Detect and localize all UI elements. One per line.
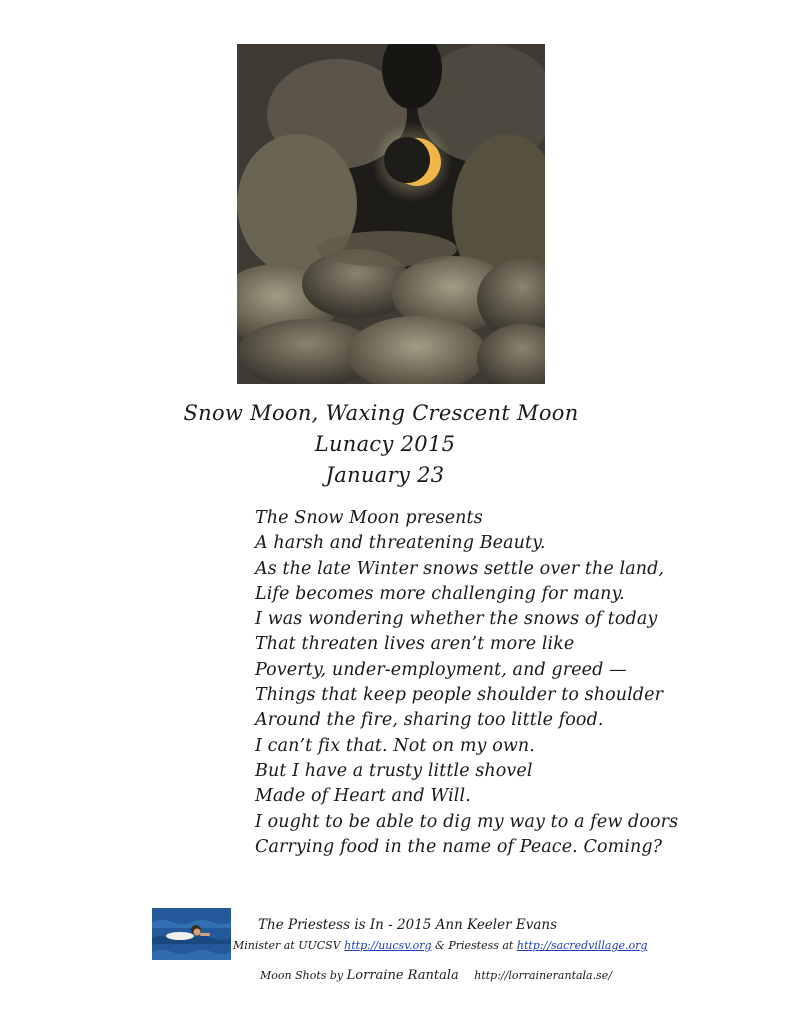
poem-line: Things that keep people shoulder to shoulder bbox=[255, 685, 664, 706]
crescent-moon-photo bbox=[237, 44, 545, 384]
poem-line: Carrying food in the name of Peace. Coming? bbox=[255, 836, 663, 857]
poem-body bbox=[255, 506, 775, 860]
poem-line: But I have a trusty little shovel bbox=[255, 760, 533, 781]
footer-heading: The Priestess is In - 2015 Ann Keeler Evans bbox=[258, 917, 558, 933]
poem-line: The Snow Moon presents bbox=[255, 508, 483, 528]
poem-line: Around the fire, sharing too little food. bbox=[255, 710, 604, 731]
swimmer-photo bbox=[152, 908, 231, 960]
title-line-2: Lunacy 2015 bbox=[314, 432, 456, 456]
minister-text: Minister at UUCSV bbox=[233, 939, 341, 952]
sacredvillage-link[interactable]: http://sacredvillage.org bbox=[516, 939, 648, 952]
poem-line: I ought to be able to dig my way to a few doors bbox=[255, 811, 679, 832]
credit-prefix: Moon Shots by bbox=[260, 969, 344, 982]
poem-line: Poverty, under-employment, and greed — bbox=[255, 659, 627, 680]
poem-line: Made of Heart and Will. bbox=[255, 786, 471, 807]
crescent-moon-clouds-image bbox=[237, 44, 545, 384]
person-swimming-image bbox=[152, 908, 231, 960]
poem-line: As the late Winter snows settle over the land, bbox=[255, 558, 665, 579]
poem-line: I was wondering whether the snows of today bbox=[255, 609, 658, 630]
poem-line: I can’t fix that. Not on my own. bbox=[255, 735, 535, 756]
title-line-1: Snow Moon, Waxing Crescent Moon bbox=[183, 401, 579, 425]
poem-line: Life becomes more challenging for many. bbox=[255, 583, 625, 604]
poem-title bbox=[160, 398, 620, 491]
credit-name: Lorraine Rantala bbox=[346, 968, 459, 983]
poem-line: That threaten lives aren’t more like bbox=[255, 634, 575, 655]
poem-line: A harsh and threatening Beauty. bbox=[255, 533, 546, 554]
uucsv-link[interactable]: http://uucsv.org bbox=[344, 939, 432, 952]
priestess-text: & Priestess at bbox=[435, 939, 514, 952]
photo-credit bbox=[260, 968, 612, 983]
footer-affiliations bbox=[233, 939, 647, 952]
credit-url: http://lorrainerantala.se/ bbox=[474, 969, 612, 982]
title-line-3: January 23 bbox=[325, 463, 445, 487]
